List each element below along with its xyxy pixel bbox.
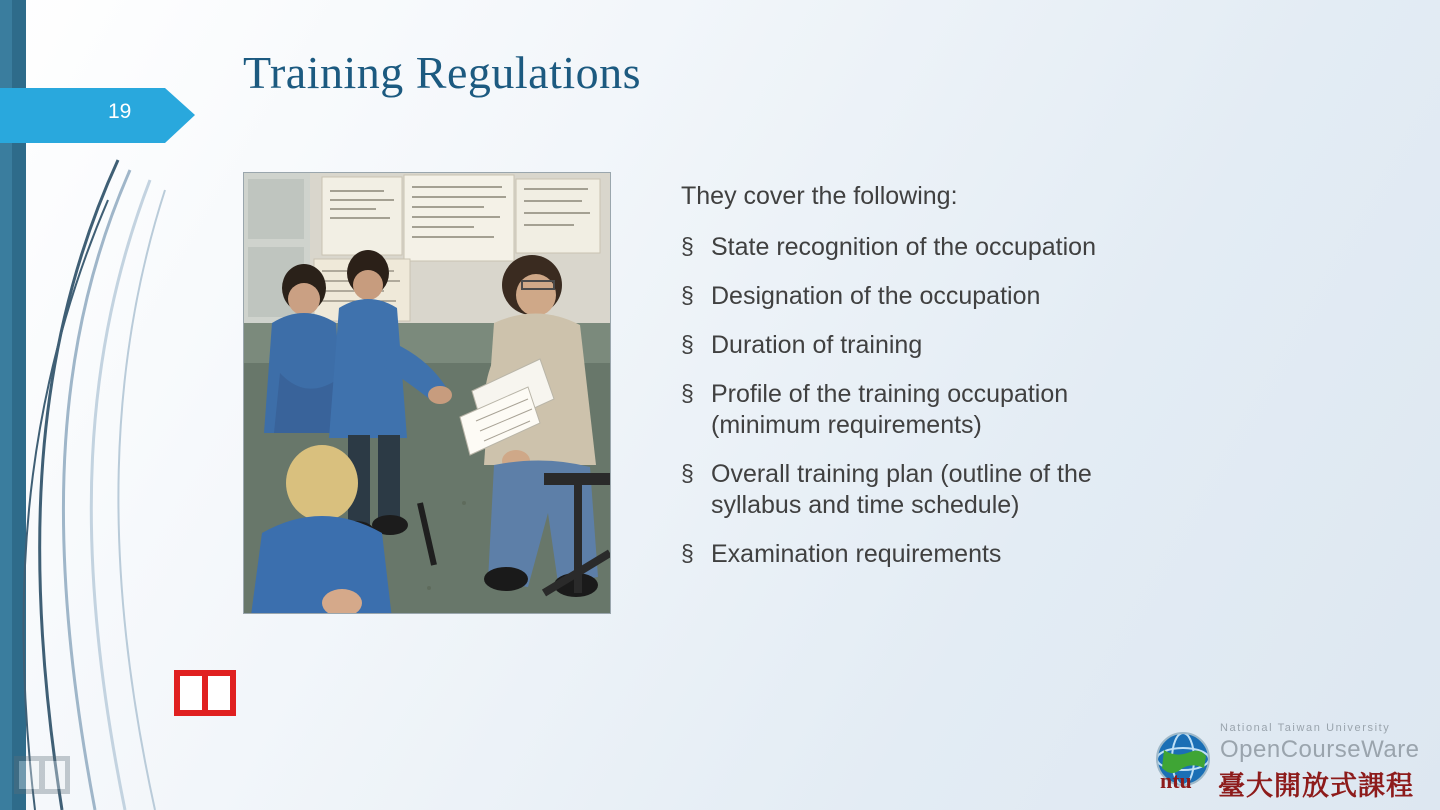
logo-line-2: OpenCourseWare <box>1220 736 1420 763</box>
slide-number-banner <box>0 88 195 143</box>
logo-line-1: National Taiwan University <box>1220 722 1391 734</box>
slide-number: 19 <box>108 100 132 123</box>
bullet-marker-icon: § <box>681 331 694 357</box>
list-item-label: Designation of the occupation <box>711 282 1041 310</box>
bullet-marker-icon: § <box>681 460 694 486</box>
bullet-marker-icon: § <box>681 380 694 406</box>
logo-chinese: 臺大開放式課程 <box>1218 771 1414 802</box>
book-icon <box>172 666 238 720</box>
list-item-label: Examination requirements <box>711 540 1002 568</box>
list-item <box>681 281 1111 312</box>
list-item <box>681 459 1111 521</box>
list-item <box>681 330 1111 361</box>
bullet-marker-icon: § <box>681 282 694 308</box>
decorative-glyph <box>12 752 72 798</box>
bullet-marker-icon: § <box>681 540 694 566</box>
bullet-marker-icon: § <box>681 233 694 259</box>
logo-ntu: ntu <box>1160 768 1192 793</box>
bullet-list <box>681 232 1111 588</box>
list-item-label: Duration of training <box>711 331 923 359</box>
list-item <box>681 539 1111 570</box>
lead-text: They cover the following: <box>681 182 958 210</box>
list-item-label: State recognition of the occupation <box>711 233 1096 261</box>
list-item-label: Profile of the training occupation (minimum requirements) <box>711 380 1069 439</box>
ocw-logo <box>1152 722 1424 802</box>
list-item-label: Overall training plan (outline of the syllabus and time schedule) <box>711 460 1092 519</box>
list-item <box>681 232 1111 263</box>
page-title: Training Regulations <box>243 47 642 98</box>
list-item <box>681 379 1111 441</box>
slide-image <box>243 172 611 614</box>
